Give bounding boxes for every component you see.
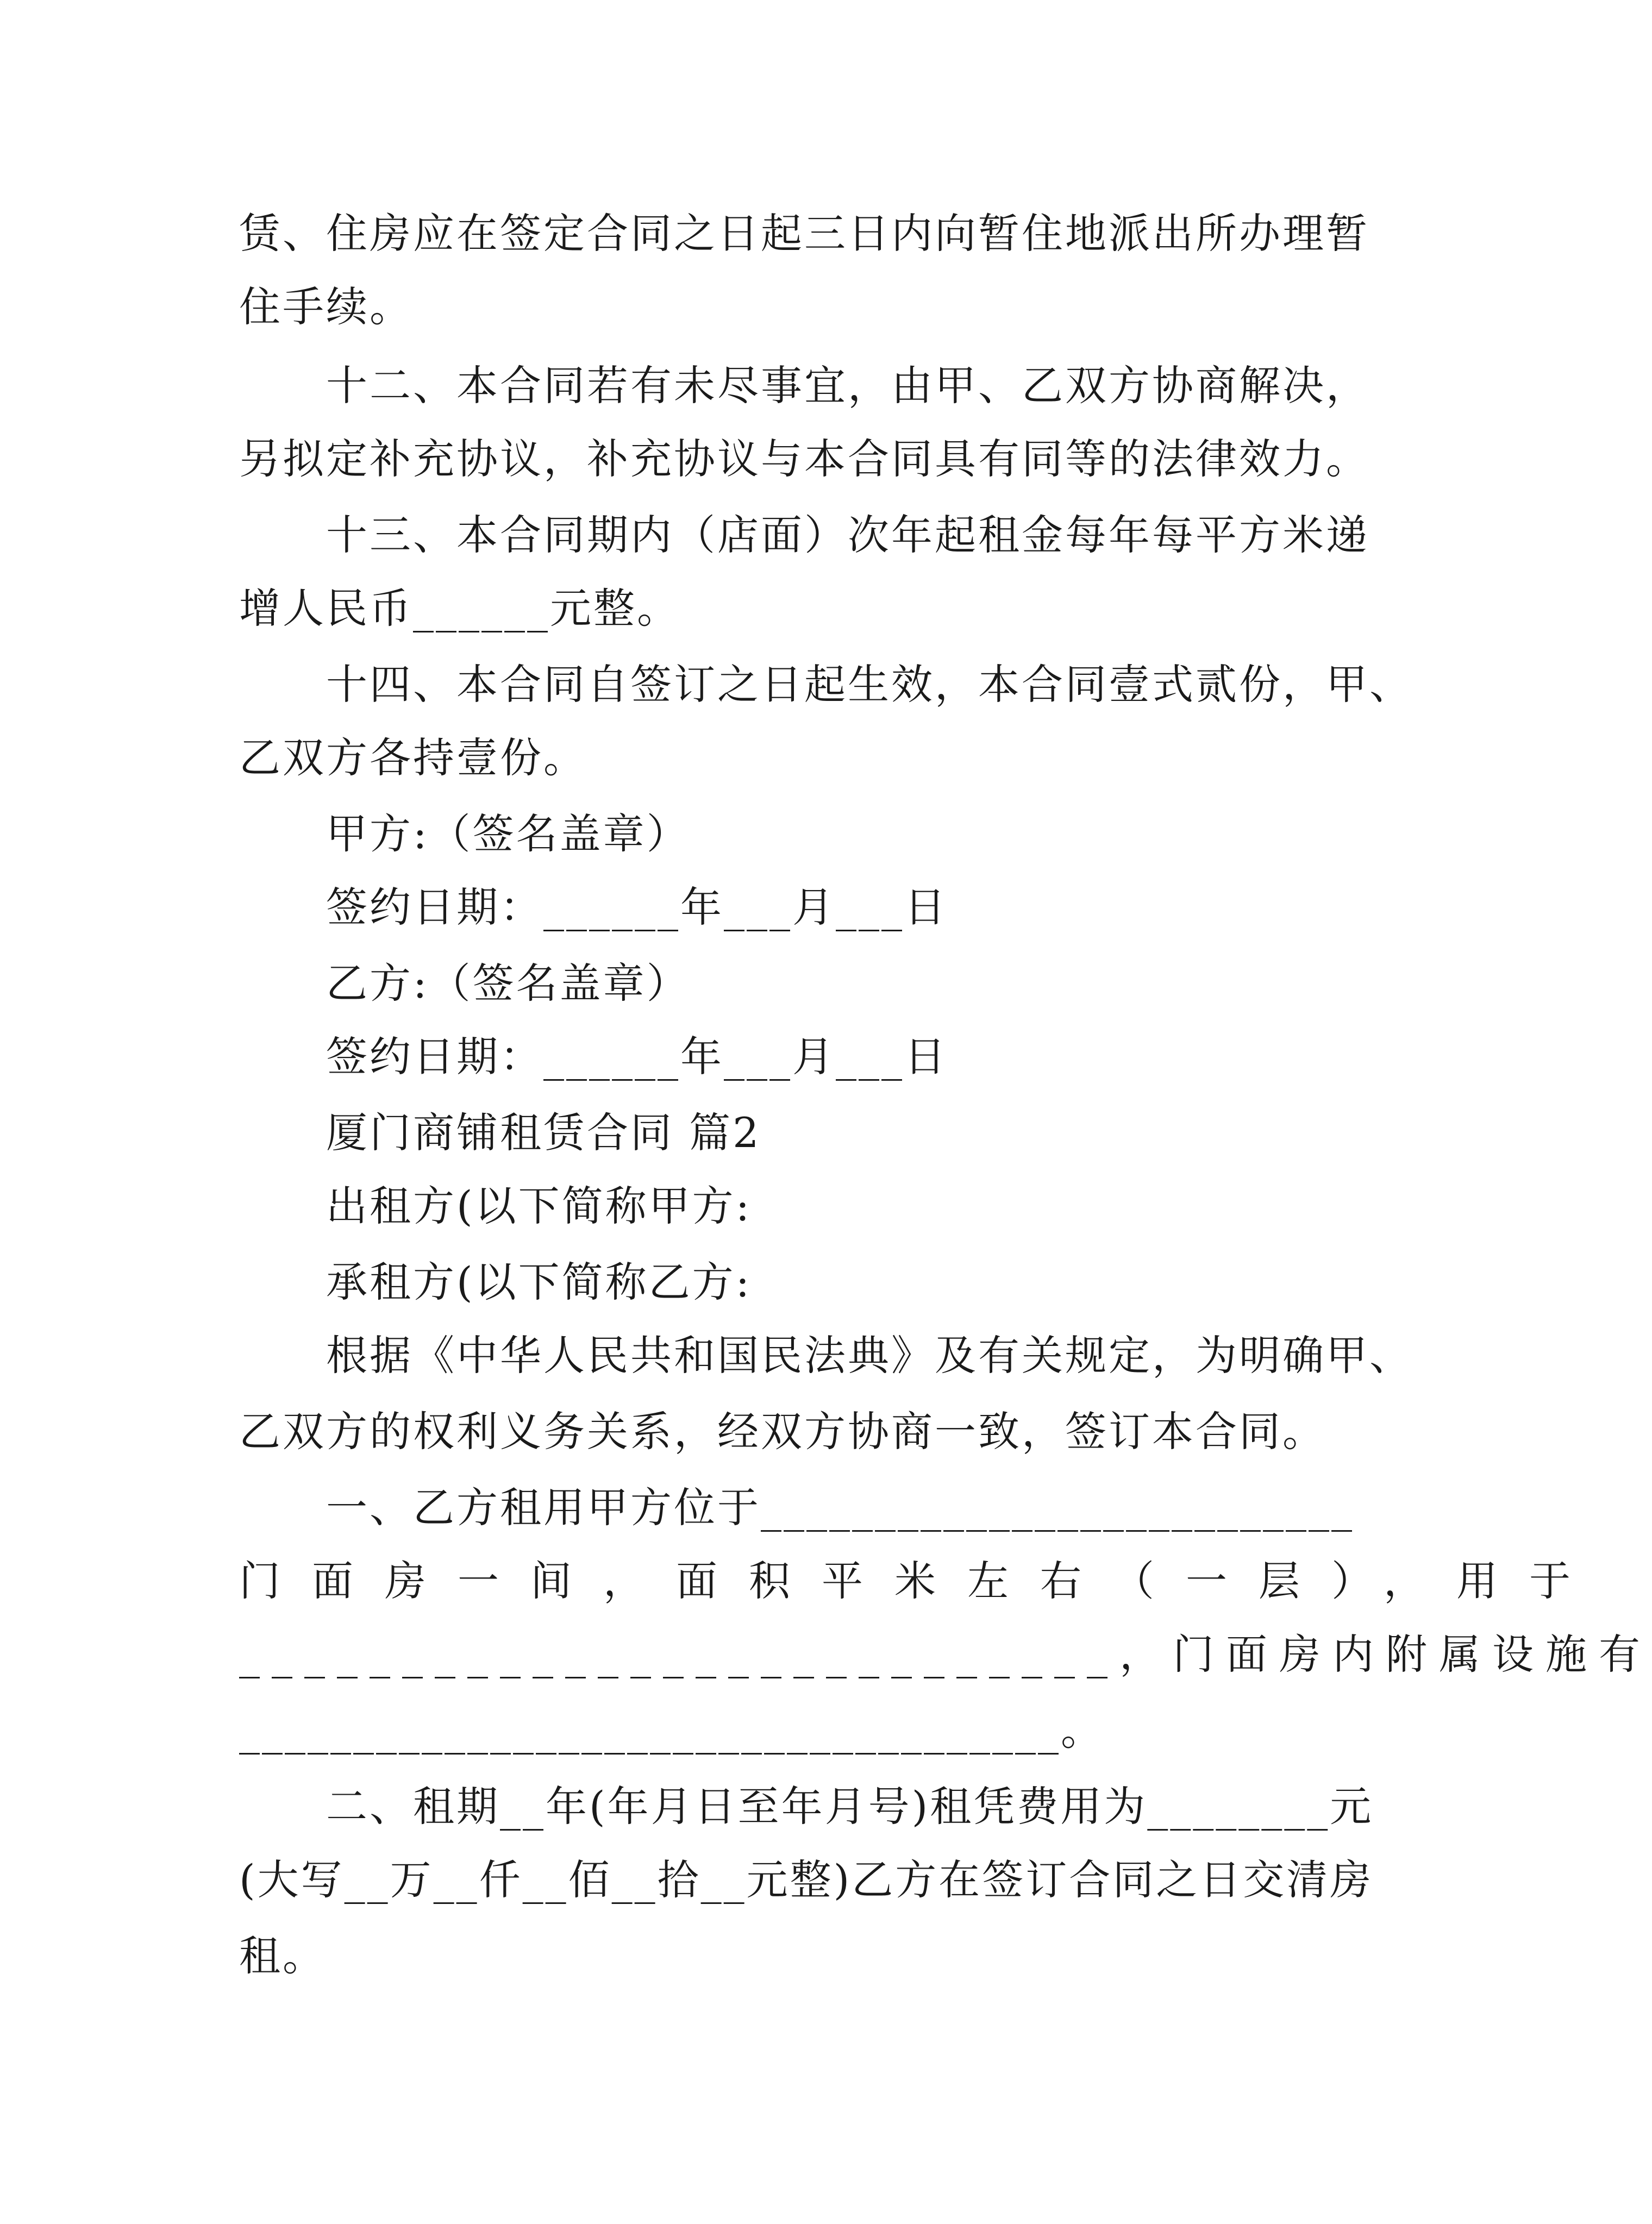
text-line: 一、乙方租用甲方位于__________________________ xyxy=(326,1483,1354,1532)
text-line: 赁、住房应在签定合同之日起三日内向暂住地派出所办理暂 xyxy=(239,209,1369,258)
party-b-sign-date: 签约日期：______年___月___日 xyxy=(326,1032,948,1081)
party-b-signature: 乙方:（签名盖章） xyxy=(326,959,690,1007)
section-heading: 厦门商铺租赁合同 篇2 xyxy=(326,1108,761,1157)
party-a-sign-date: 签约日期：______年___月___日 xyxy=(326,883,948,931)
text-line: 租。 xyxy=(239,1932,326,1980)
text-line: 十四、本合同自签订之日起生效，本合同壹式贰份，甲、 xyxy=(326,660,1413,709)
text-line: ___________________________，门面房内附属设施有 xyxy=(239,1630,1652,1678)
text-line: ____________________________________。 xyxy=(239,1706,1104,1755)
lessee-line: 承租方(以下简称乙方: xyxy=(326,1258,752,1306)
lessor-line: 出租方(以下简称甲方: xyxy=(326,1182,752,1230)
text-line: 十三、本合同期内（店面）次年起租金每年每平方米递 xyxy=(326,511,1369,559)
text-line: 门面房一间，面积平米左右（一层），用于 xyxy=(239,1557,1602,1605)
text-line: 根据《中华人民共和国民法典》及有关规定，为明确甲、 xyxy=(326,1331,1413,1380)
text-line: 增人民币______元整。 xyxy=(239,584,680,632)
text-line: 乙双方各持壹份。 xyxy=(239,734,587,782)
party-a-signature: 甲方:（签名盖章） xyxy=(326,810,690,858)
text-line: 二、租期__年(年月日至年月号)租凭费用为________元 xyxy=(326,1782,1374,1831)
text-line: 乙双方的权利义务关系，经双方协商一致，签订本合同。 xyxy=(239,1407,1326,1456)
text-line: 十二、本合同若有未尽事宜，由甲、乙双方协商解决， xyxy=(326,361,1369,410)
text-line: (大写__万__仟__佰__拾__元整)乙方在签订合同之日交清房 xyxy=(239,1856,1374,1904)
text-line: 住手续。 xyxy=(239,283,413,331)
text-line: 另拟定补充协议，补充协议与本合同具有同等的法律效力。 xyxy=(239,435,1369,483)
